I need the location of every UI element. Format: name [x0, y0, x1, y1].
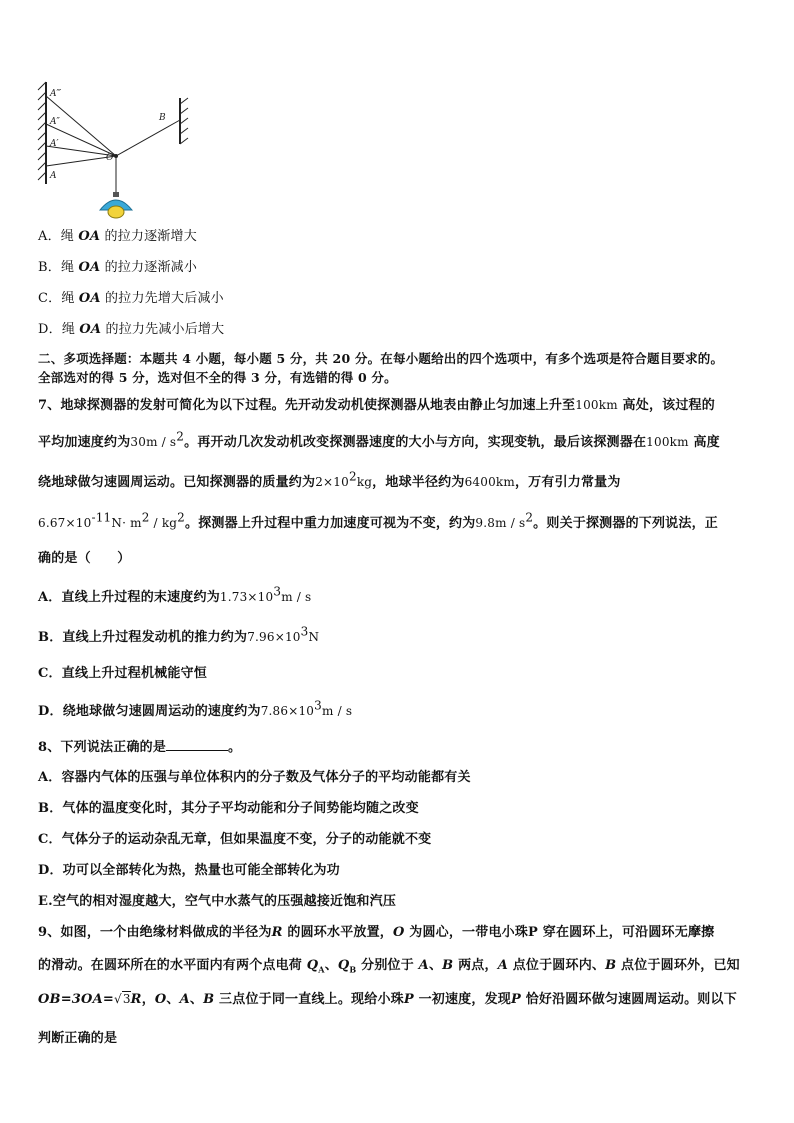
text: 。再开动几次发动机改变探测器速度的大小与方向，实现变轨，最后该探测器在	[184, 435, 647, 450]
sup: 2	[525, 510, 534, 525]
text: 绕地球做匀速圆周运动。已知探测器的质量约为	[38, 475, 316, 490]
var: OB=3OA=	[38, 992, 114, 1007]
text: 一初速度，发现	[413, 992, 511, 1007]
option-text: 绳	[61, 322, 80, 337]
text: 、	[166, 992, 180, 1007]
sub: A	[318, 964, 325, 975]
text: 9、如图，一个由绝缘材料做成的半径为	[38, 925, 272, 940]
var: R	[130, 992, 142, 1007]
option-var: OA	[78, 260, 101, 275]
rope-lamp-diagram	[34, 80, 204, 230]
math: 2×10	[315, 475, 349, 489]
math: kg	[356, 475, 373, 489]
text: 8、下列说法正确的是	[38, 740, 167, 755]
q7-line3	[38, 469, 621, 492]
q8-option-d: D．功可以全部转化为热，热量也可能全部转化为功	[38, 863, 340, 878]
q7-option-b	[38, 624, 320, 647]
option-text: 直线上升过程机械能守恒	[61, 666, 207, 681]
text: ，地球半径约为	[372, 475, 465, 490]
sqrt-value: 3	[122, 992, 131, 1006]
sup: 3	[300, 624, 309, 639]
option-text: 绳	[61, 291, 79, 306]
label-a2: A″	[50, 117, 60, 127]
q9-line3	[38, 990, 737, 1009]
var: Q	[306, 958, 319, 973]
option-letter: B．	[38, 260, 61, 275]
right-wall	[180, 98, 188, 144]
var: A	[418, 958, 429, 973]
lamp-icon	[100, 192, 132, 218]
label-a1: A′	[50, 139, 59, 149]
math: 30m / s	[130, 435, 177, 449]
text: 。则关于探测器的下列说法，正	[533, 516, 718, 531]
sup: 2	[141, 510, 150, 525]
var: P	[510, 992, 521, 1007]
math: m / s	[281, 590, 312, 604]
sqrt-sign: √	[113, 992, 122, 1006]
text: 为圆心，一带电小珠P 穿在圆环上，可沿圆环无摩擦	[404, 925, 715, 940]
label-a: A	[50, 171, 57, 181]
q7-line2	[38, 429, 720, 452]
text: 的圆环水平放置，	[282, 925, 393, 940]
label-o: O	[106, 153, 114, 163]
var: R	[271, 925, 283, 940]
option-letter: D．	[38, 322, 62, 337]
var: Q	[337, 958, 350, 973]
option-letter: B．	[38, 630, 63, 645]
option-var: OA	[79, 322, 102, 337]
q6-option-b	[38, 259, 197, 277]
math: 6400km	[464, 475, 515, 489]
q7-option-c	[38, 665, 207, 683]
text: 高处，该过程的	[617, 398, 715, 413]
text: 三点位于同一直线上。现给小珠	[214, 992, 404, 1007]
text: 、	[189, 992, 204, 1007]
left-wall	[38, 82, 46, 184]
text: 分别位于	[356, 958, 419, 973]
section2-line1: 二、多项选择题：本题共 4 小题，每小题 5 分，共 20 分。在每小题给出的四个选项中，有多个选项是符合题目要求的。	[38, 351, 724, 366]
math: 7.86×10	[260, 704, 315, 718]
math: 7.96×10	[247, 630, 301, 644]
q8-option-a: A．容器内气体的压强与单位体积内的分子数及气体分子的平均动能都有关	[38, 770, 471, 785]
section2-line2: 全部选对的得 5 分，选对但不全的得 3 分，有选错的得 0 分。	[38, 370, 397, 385]
option-text: 直线上升过程发动机的推力约为	[62, 630, 248, 645]
q6-option-d	[38, 321, 224, 339]
sup: 3	[273, 584, 282, 599]
var: O	[393, 925, 405, 940]
text: ，万有引力常量为	[514, 475, 621, 490]
option-letter: C．	[38, 291, 62, 306]
text: 平均加速度约为	[38, 435, 131, 450]
option-text: 绳	[60, 229, 79, 244]
var: B	[605, 958, 617, 973]
label-a3: A‴	[50, 89, 62, 99]
ropes	[46, 96, 180, 194]
text: 恰好沿圆环做匀速圆周运动。则以下	[520, 992, 737, 1007]
q6-option-a	[38, 228, 197, 246]
q7-option-d	[38, 698, 353, 721]
option-var: OA	[78, 229, 101, 244]
q7-line5: 确的是（ ）	[38, 551, 131, 566]
var: P	[403, 992, 414, 1007]
option-text: 的拉力先增大后减小	[100, 291, 224, 306]
var: O	[154, 992, 167, 1007]
q9-line1	[38, 924, 714, 942]
q9-line4: 判断正确的是	[38, 1031, 118, 1046]
q7-line1	[38, 396, 715, 415]
option-text: 绳	[60, 260, 79, 275]
q8-stem	[38, 738, 241, 757]
var: A	[179, 992, 190, 1007]
q8-option-b: B．气体的温度变化时，其分子平均动能和分子间势能均随之改变	[38, 801, 419, 816]
var: B	[203, 992, 215, 1007]
option-text: 的拉力先减小后增大	[101, 322, 225, 337]
text: 。探测器上升过程中重力加速度可视为不变，约为	[185, 516, 476, 531]
text: 两点，	[453, 958, 498, 973]
math: 100km	[575, 398, 618, 412]
option-text: 的拉力逐渐增大	[100, 229, 197, 244]
option-letter: D．	[38, 704, 63, 719]
math: 100km	[646, 435, 689, 449]
option-text: 直线上升过程的末速度约为	[61, 590, 220, 605]
option-text: 绕地球做匀速圆周运动的速度约为	[62, 704, 261, 719]
text: 点位于圆环外，已知	[616, 958, 740, 973]
option-letter: C．	[38, 666, 62, 681]
math: 9.8m / s	[475, 516, 526, 530]
sup: -11	[91, 510, 112, 525]
q8-option-c: C．气体分子的运动杂乱无章，但如果温度不变，分子的动能就不变	[38, 832, 432, 847]
sup: 2	[177, 510, 186, 525]
option-letter: A．	[38, 590, 62, 605]
text: 。	[228, 740, 242, 755]
knot-point	[114, 154, 118, 158]
text: 7、地球探测器的发射可简化为以下过程。先开动发动机使探测器从地表由静止匀加速上升至	[38, 398, 576, 413]
sup: 2	[176, 429, 185, 444]
text: 点位于圆环内、	[507, 958, 606, 973]
text: 高度	[688, 435, 720, 450]
text: 、	[324, 958, 338, 973]
q9-line2	[38, 957, 740, 975]
text: ，	[141, 992, 155, 1007]
text: 、	[428, 958, 443, 973]
q7-line4	[38, 510, 718, 533]
q7-option-a	[38, 584, 312, 607]
option-var: OA	[78, 291, 101, 306]
sup: 2	[348, 469, 357, 484]
q8-option-e: E.空气的相对湿度越大，空气中水蒸气的压强越接近饱和汽压	[38, 894, 397, 909]
math: 1.73×10	[219, 590, 274, 604]
q6-option-c	[38, 290, 224, 308]
var: A	[497, 958, 508, 973]
answer-blank	[166, 738, 228, 751]
math: N	[308, 630, 320, 644]
sup: 3	[314, 698, 322, 713]
text: 的滑动。在圆环所在的水平面内有两个点电荷	[38, 958, 307, 973]
option-letter: A．	[38, 229, 61, 244]
sub: B	[349, 964, 357, 975]
math: N· m	[111, 516, 142, 530]
var: B	[442, 958, 454, 973]
math: m / s	[322, 704, 353, 718]
option-text: 的拉力逐渐减小	[100, 260, 198, 275]
label-b: B	[159, 113, 166, 123]
math: 6.67×10	[38, 516, 92, 530]
math: / kg	[149, 516, 178, 530]
